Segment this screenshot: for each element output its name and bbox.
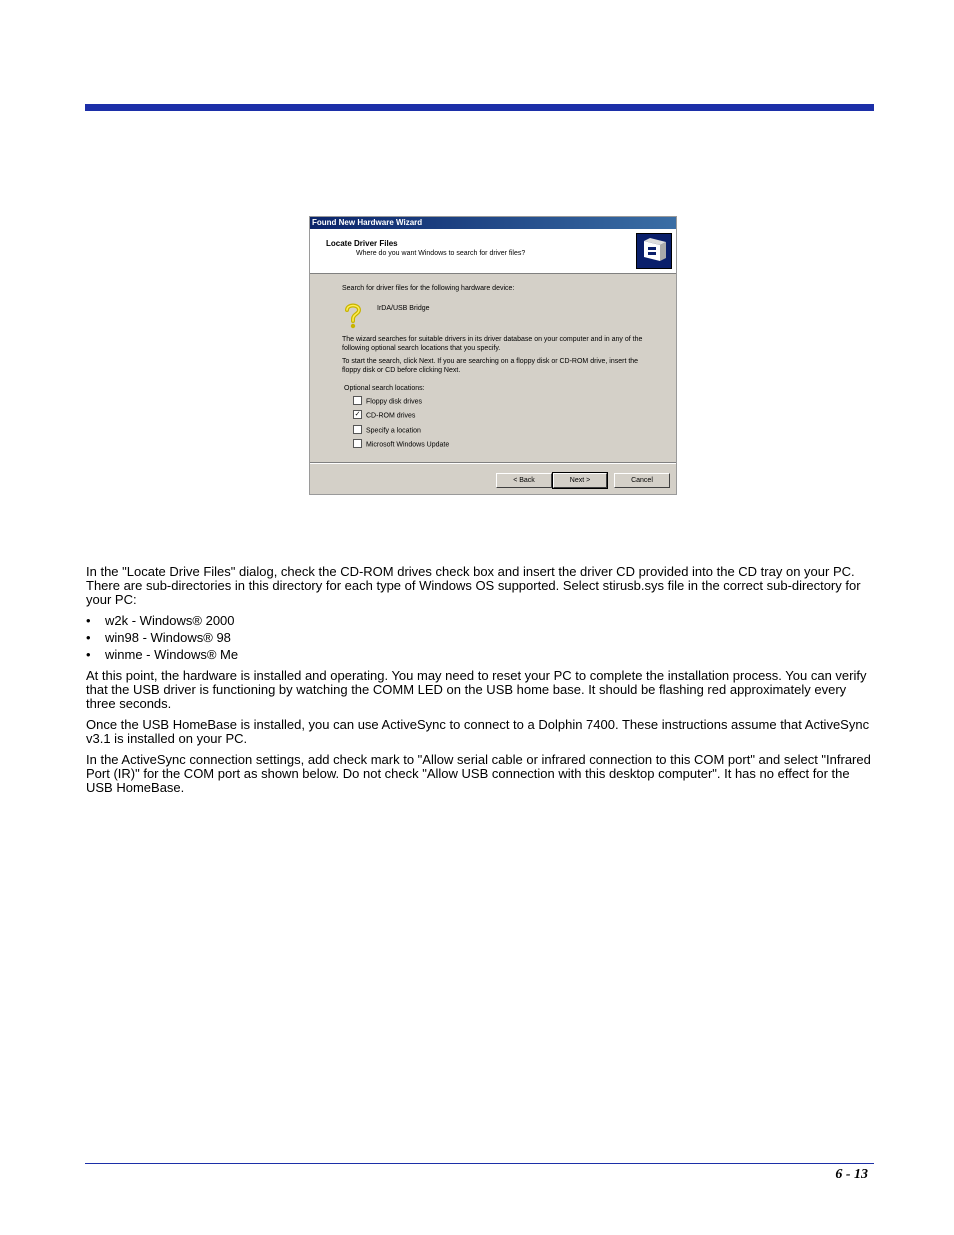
page-number: 6 - 13 [835,1167,868,1182]
option-label: Microsoft Windows Update [366,441,450,449]
back-button[interactable]: < Back [496,473,552,488]
search-prompt: Search for driver files for the following hardware device: [342,285,515,292]
option-windows-update[interactable] [353,440,449,450]
dialog-header [310,229,676,274]
paragraph-hardware-installed: At this point, the hardware is installed and operating. You may need to reset your PC to complete the installation process. You can verify that the USB driver is functioning by watching the COMM LED on the USB home base. It should be flashing red approximately every three seconds. [86,668,867,711]
footer-rule [85,1163,874,1164]
cdrom-checkbox[interactable]: ✓ [354,411,361,418]
option-label: Floppy disk drives [366,398,423,406]
paragraph-connection-settings: In the ActiveSync connection settings, add check mark to "Allow serial cable or infrared connection to this COM port" and select "Infrared Port (IR)" for the COM port as shown below. Do not check "Allow USB connection with this desktop computer". It has no effect for the USB HomeBase. [86,752,871,795]
hardware-wizard-icon [636,233,672,269]
option-specify-location[interactable] [353,426,421,436]
bullet-symbol: • [86,647,91,662]
header-rule [85,104,874,111]
windows-update-checkbox[interactable] [353,439,362,448]
next-button[interactable]: Next > [553,473,607,488]
paragraph-activesync: Once the USB HomeBase is installed, you can use ActiveSync to connect to a Dolphin 7400. These instructions assume that ActiveSync v3.1 is installed on your PC. [86,717,870,746]
bullet-text: win98 - Windows® 98 [105,630,231,645]
bullet-text: w2k - Windows® 2000 [105,613,235,628]
optional-locations-label: Optional search locations: [344,385,425,392]
wizard-dialog-screenshot [309,216,677,495]
button-separator [310,462,676,464]
specify-location-checkbox[interactable] [353,425,362,434]
option-cdrom[interactable] [353,411,415,421]
floppy-checkbox[interactable] [353,396,362,405]
question-mark-icon [341,301,365,329]
dialog-header-subtitle: Where do you want Windows to search for driver files? [356,250,526,257]
device-name: IrDA/USB Bridge [377,305,430,312]
option-floppy[interactable] [353,397,422,407]
bullet-symbol: • [86,613,91,628]
bullet-item [86,614,235,628]
cancel-button[interactable]: Cancel [614,473,670,488]
dialog-header-title: Locate Driver Files [326,239,398,248]
wizard-description: The wizard searches for suitable drivers in its driver database on your computer and in any of the following optional search locations that you specify. [342,336,643,352]
dialog-title: Found New Hardware Wizard [310,217,676,229]
bullet-item [86,631,231,645]
bullet-item [86,648,238,662]
bullet-symbol: • [86,630,91,645]
option-label: Specify a location [366,427,421,435]
wizard-instructions: To start the search, click Next. If you are searching on a floppy disk or CD-ROM drive, insert the floppy disk or CD before clicking Next. [342,358,639,374]
option-label: CD-ROM drives [366,412,416,420]
bullet-text: winme - Windows® Me [105,647,239,662]
paragraph-locate-drive-files: In the "Locate Drive Files" dialog, check the CD-ROM drives check box and insert the driver CD provided into the CD tray on your PC. There are sub-directories in this directory for each type of Windows OS supported. Select stirusb.sys file in the correct sub-directory for your PC: [86,564,861,607]
